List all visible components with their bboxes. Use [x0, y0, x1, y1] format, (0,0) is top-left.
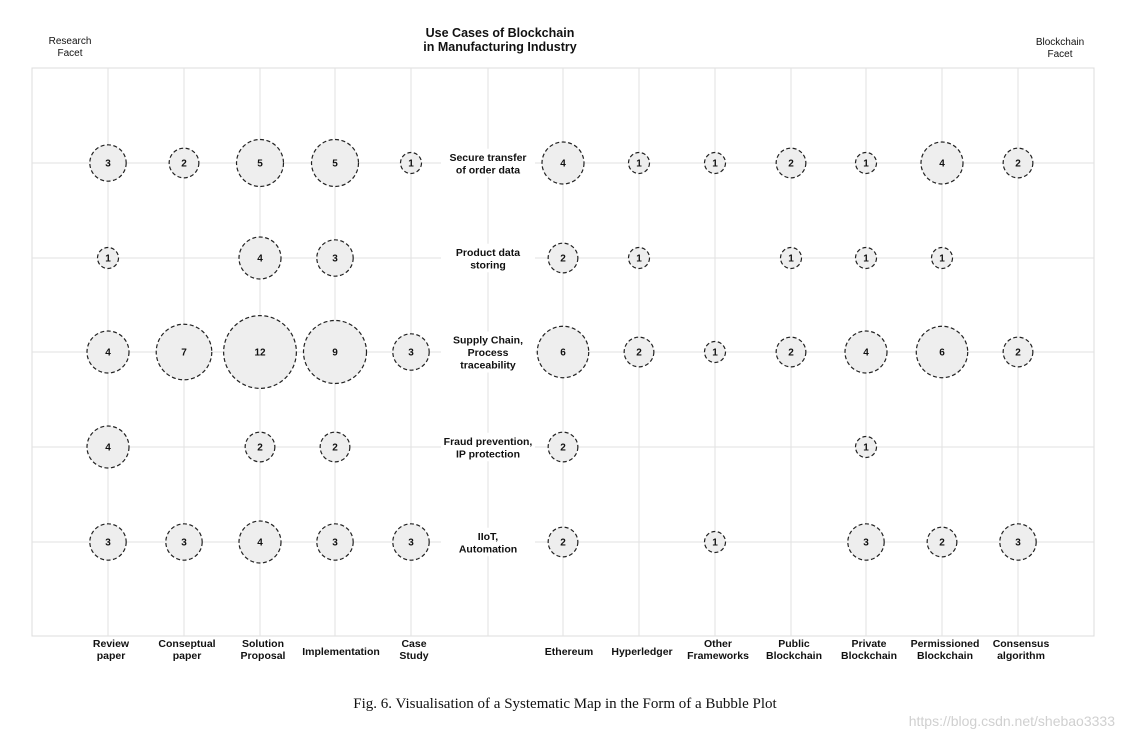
row-label: traceability	[460, 359, 516, 372]
figure-caption: Fig. 6. Visualisation of a Systematic Map in the Form of a Bubble Plot	[353, 696, 777, 712]
research-column-label: Solution	[242, 638, 284, 650]
bubble-value: 2	[257, 442, 263, 454]
row-label: storing	[470, 259, 506, 272]
chart-title-line: Use Cases of Blockchain	[425, 26, 575, 40]
bubble-value: 4	[257, 253, 263, 265]
blockchain-column-label: Other	[703, 638, 733, 650]
bubble-value: 4	[105, 347, 111, 359]
bubble-value: 9	[332, 347, 338, 359]
blockchain-column-label: Private	[851, 638, 887, 650]
bubble-value: 1	[636, 253, 642, 265]
bubble-value: 2	[788, 158, 794, 170]
bubble-value: 3	[332, 537, 338, 549]
row-label: Automation	[458, 543, 518, 556]
bubble-value: 1	[863, 253, 869, 265]
bubble-value: 2	[788, 347, 794, 359]
blockchain-column-label: Frameworks	[687, 650, 749, 662]
bubble-value: 4	[560, 158, 566, 170]
row-label: Supply Chain,	[452, 334, 524, 347]
bubble-value: 1	[408, 158, 414, 170]
row-label: Product data	[455, 246, 521, 259]
research-column-label: Study	[399, 650, 429, 662]
bubble-value: 3	[332, 253, 338, 265]
row-label: IP protection	[456, 448, 520, 461]
bubble-value: 1	[788, 253, 794, 265]
bubble-value: 3	[105, 158, 111, 170]
bubble-value: 4	[939, 158, 945, 170]
blockchain-column-label: Blockchain	[916, 650, 974, 662]
bubble-value: 2	[560, 253, 566, 265]
bubble-value: 1	[863, 442, 869, 454]
row-label: of order data	[455, 164, 521, 177]
bubble-value: 4	[105, 442, 111, 454]
research-facet-label-line: Research	[48, 36, 92, 47]
bubble-value: 5	[257, 158, 263, 170]
blockchain-facet-label-line: Facet	[1047, 49, 1073, 60]
bubble-value: 12	[254, 347, 266, 359]
bubble-value: 3	[181, 537, 187, 549]
bubble-value: 7	[181, 347, 187, 359]
blockchain-column-label: Public	[778, 638, 810, 650]
bubble-value: 2	[560, 442, 566, 454]
blockchain-column-label: Blockchain	[840, 650, 898, 662]
blockchain-facet-label-line: Blockchain	[1035, 37, 1085, 48]
row-label: Fraud prevention,	[443, 435, 533, 448]
bubble-value: 4	[257, 537, 263, 549]
bubble-value: 1	[636, 158, 642, 170]
bubble-value: 4	[863, 347, 869, 359]
bubble-value: 1	[712, 537, 718, 549]
bubble-value: 2	[636, 347, 642, 359]
research-column-label: Proposal	[240, 650, 286, 662]
blockchain-column-label: Consensus	[992, 638, 1050, 650]
row-label: Process	[467, 347, 509, 359]
bubble-value: 2	[1015, 347, 1021, 359]
research-column-label: Conseptual	[158, 638, 216, 650]
bubble-value: 1	[939, 253, 945, 265]
bubble-value: 6	[560, 347, 566, 359]
bubble-value: 2	[1015, 158, 1021, 170]
bubble-value: 3	[408, 537, 414, 549]
watermark: https://blog.csdn.net/shebao3333	[908, 713, 1115, 729]
row-label: IIoT,	[477, 530, 499, 543]
row-label: Secure transfer	[449, 151, 527, 164]
research-column-label: paper	[172, 650, 202, 662]
bubble-value: 3	[1015, 537, 1021, 549]
research-column-label: Implementation	[302, 646, 380, 658]
bubble-value: 2	[939, 537, 945, 549]
blockchain-column-label: algorithm	[997, 650, 1045, 662]
bubble-value: 2	[332, 442, 338, 454]
research-facet-label-line: Facet	[57, 48, 83, 59]
bubble-value: 3	[863, 537, 869, 549]
bubble-value: 3	[408, 347, 414, 359]
chart-title-line: in Manufacturing Industry	[423, 40, 577, 54]
blockchain-column-label: Permissioned	[910, 638, 980, 650]
bubble-value: 2	[181, 158, 187, 170]
bubble-value: 3	[105, 537, 111, 549]
bubble-value: 1	[105, 253, 111, 265]
blockchain-column-label: Blockchain	[765, 650, 823, 662]
bubble-value: 1	[712, 347, 718, 359]
research-column-label: Case	[401, 638, 427, 650]
bubble-value: 1	[712, 158, 718, 170]
bubble-value: 1	[863, 158, 869, 170]
bubble-value: 5	[332, 158, 338, 170]
blockchain-column-label: Hyperledger	[611, 646, 673, 658]
bubble-value: 6	[939, 347, 945, 359]
bubble-value: 2	[560, 537, 566, 549]
blockchain-column-label: Ethereum	[544, 646, 594, 658]
research-column-label: Review	[92, 638, 130, 650]
research-column-label: paper	[96, 650, 126, 662]
